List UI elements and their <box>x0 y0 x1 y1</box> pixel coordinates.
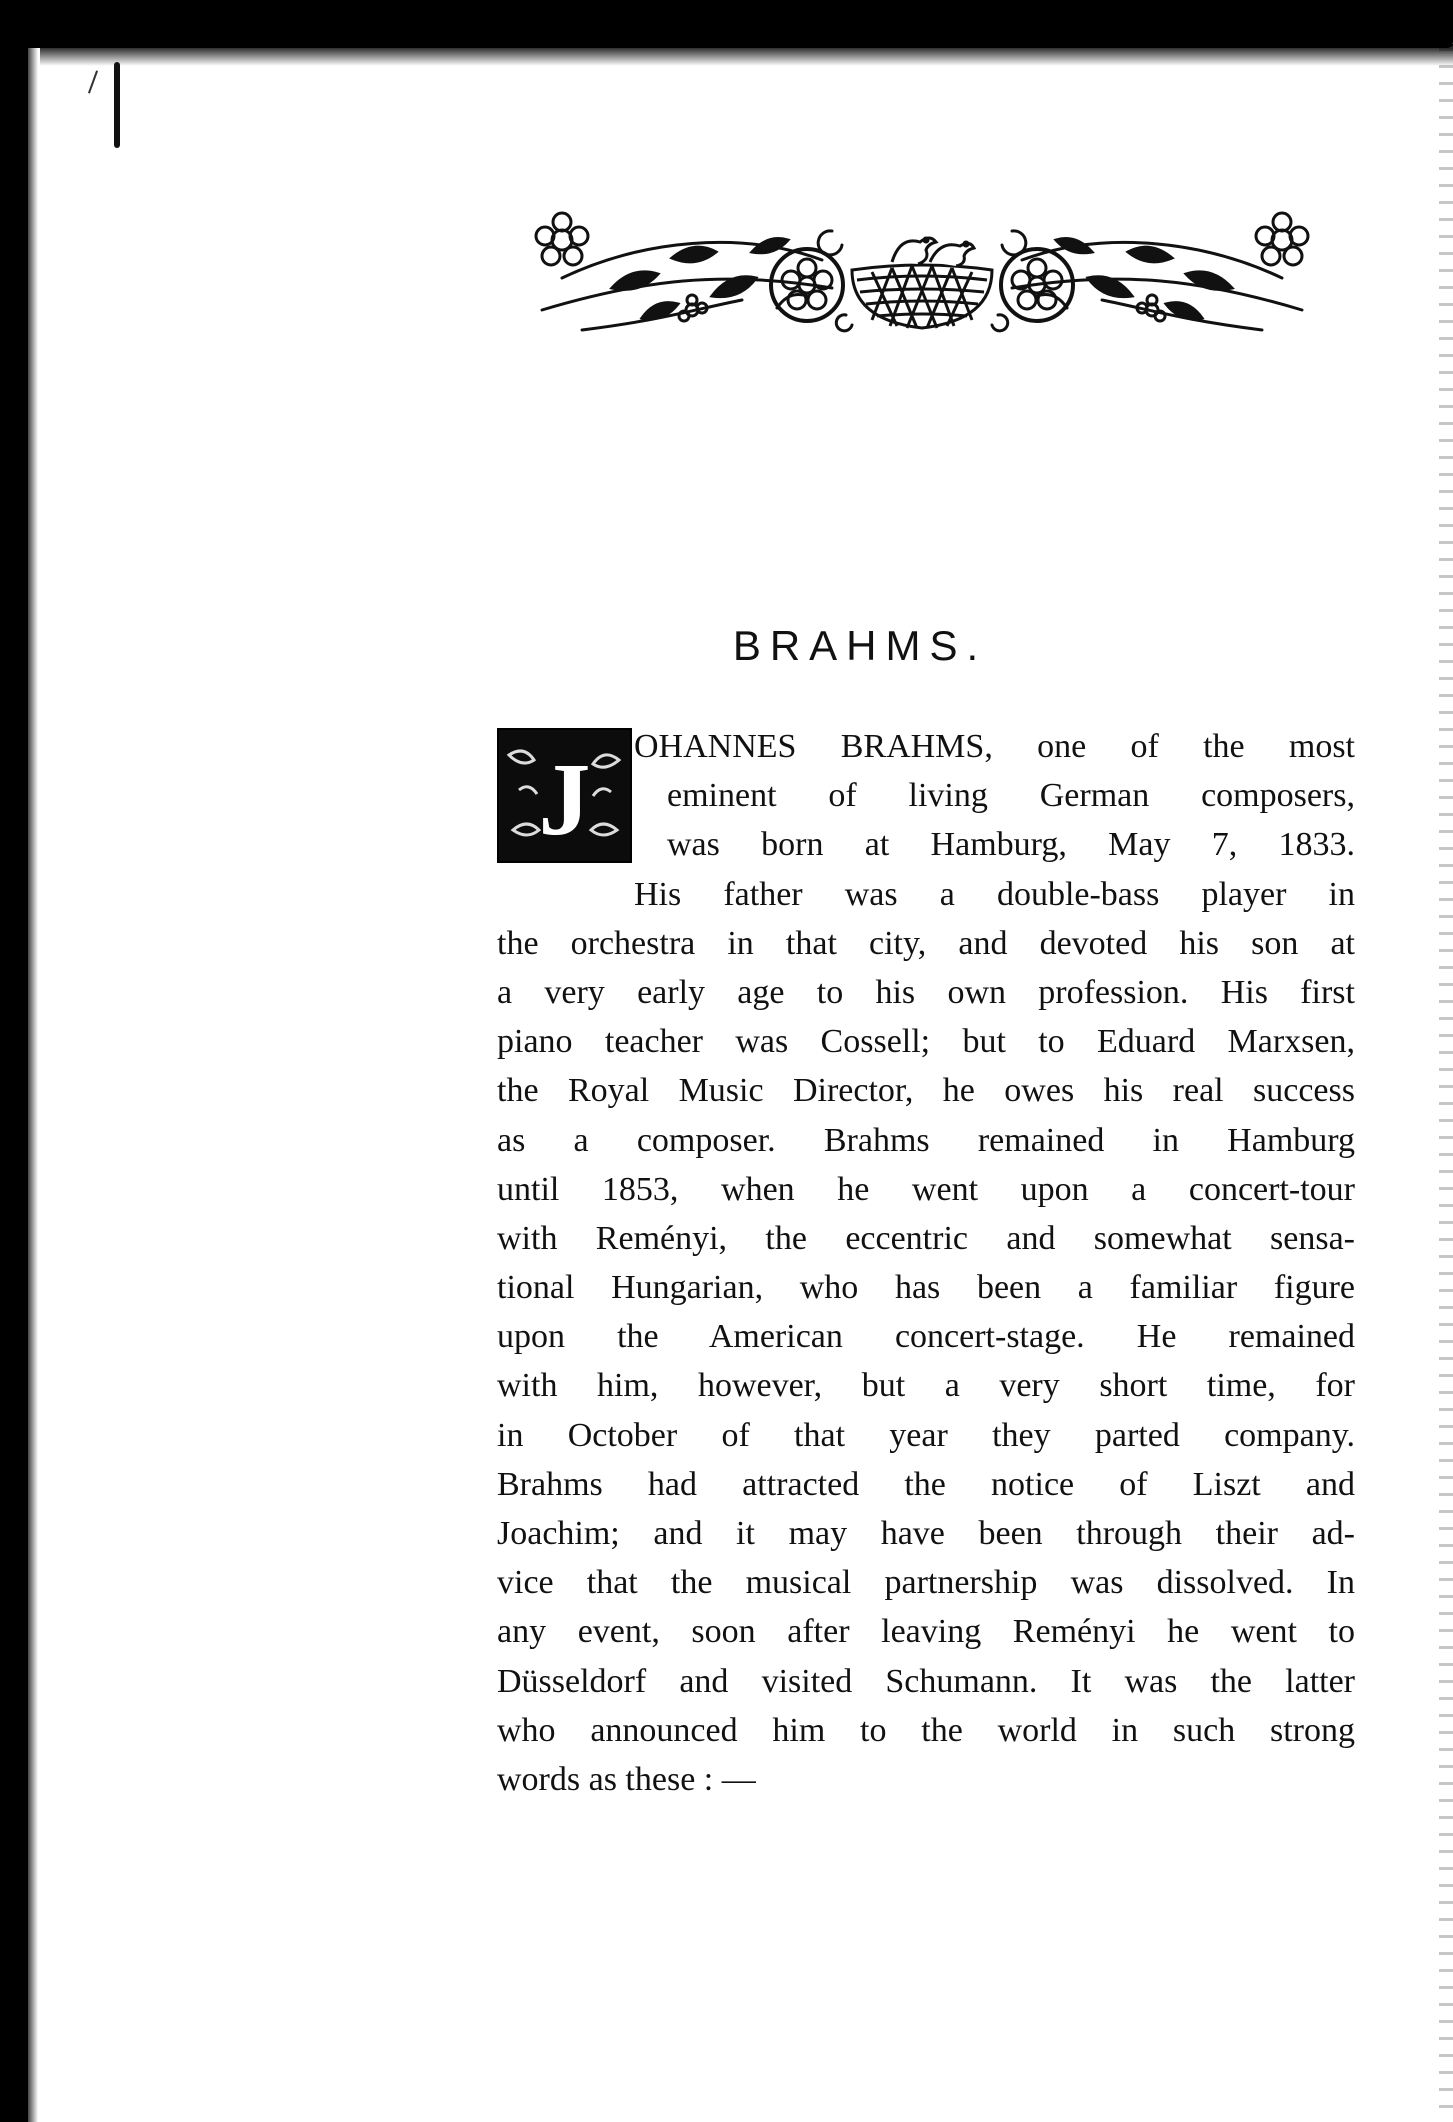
text-line: the orchestra in that city, and devoted his son at <box>497 924 1355 962</box>
text-line: Brahms had attracted the notice of Liszt and <box>497 1465 1355 1503</box>
page-title: BRAHMS. <box>732 622 988 669</box>
text-line: was born at Hamburg, May 7, 1833. <box>667 826 1355 864</box>
text-line: as a composer. Brahms remained in Hamburg <box>497 1121 1355 1159</box>
text-line: in October of that year they parted company. <box>497 1416 1355 1454</box>
text-line: piano teacher was Cossell; but to Eduard Marxsen, <box>497 1023 1355 1061</box>
text-line: eminent of living German composers, <box>667 777 1355 815</box>
floral-headpiece-ornament <box>522 200 1322 340</box>
scan-top-shadow <box>40 44 1453 66</box>
text-line: the Royal Music Director, he owes his real success <box>497 1072 1355 1110</box>
text-line: with Reményi, the eccentric and somewhat sensa- <box>497 1219 1355 1257</box>
scan-left-edge <box>0 0 28 2122</box>
text-line: who announced him to the world in such strong <box>497 1711 1355 1749</box>
text-line: Düsseldorf and visited Schumann. It was the latter <box>497 1662 1355 1700</box>
biography-paragraph <box>497 722 1355 1804</box>
drop-cap-letter: J <box>538 742 591 857</box>
text-line: a very early age to his own profession. His first <box>497 973 1355 1011</box>
scan-right-edge <box>1439 48 1453 2108</box>
text-line: vice that the musical partnership was dissolved. In <box>497 1564 1355 1602</box>
scan-top-edge <box>0 0 1453 48</box>
scan-left-shadow <box>28 48 38 2122</box>
text-line: words as these : — <box>497 1760 756 1798</box>
text-line: OHANNES BRAHMS, one of the most <box>634 728 1355 765</box>
text-line: His father was a double-bass player in <box>634 875 1355 913</box>
text-line: Joachim; and it may have been through their ad- <box>497 1515 1355 1552</box>
text-line: until 1853, when he went upon a concert-tour <box>497 1170 1355 1208</box>
text-line: any event, soon after leaving Reményi he went to <box>497 1613 1355 1651</box>
scan-mark-small <box>88 70 98 93</box>
scan-mark <box>114 62 120 148</box>
text-line: upon the American concert-stage. He remained <box>497 1318 1355 1356</box>
text-line: tional Hungarian, who has been a familiar figure <box>497 1269 1355 1307</box>
text-line: with him, however, but a very short time, for <box>497 1367 1355 1405</box>
